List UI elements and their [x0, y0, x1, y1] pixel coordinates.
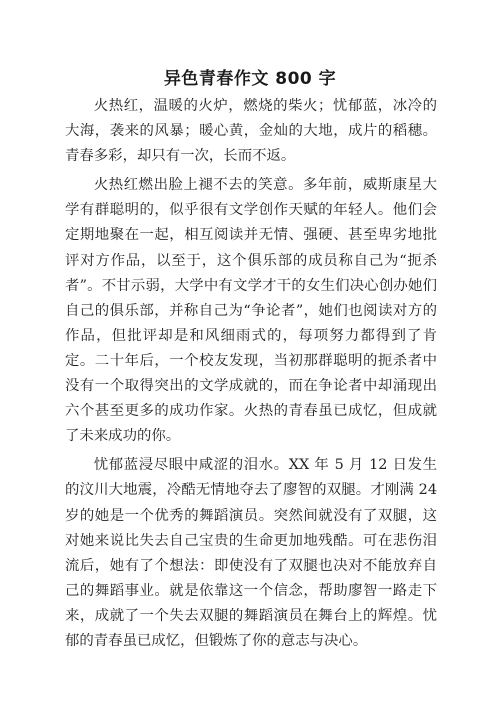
- paragraph-1: 火热红，温暖的火炉，燃烧的柴火；忧郁蓝，冰冷的大海，袭来的风暴；暖心黄，金灿的大地，成片的稻穗。青春多彩，却只有一次，长而不返。: [65, 98, 437, 165]
- document-body: [65, 94, 437, 658]
- paragraph-2: 火热红燃出脸上褪不去的笑意。多年前，威斯康星大学有群聪明的，似乎很有文学创作天赋的年轻人。他们会定期地聚在一起，相互阅读并无情、强硬、甚至卑劣地批评对方作品，以至于，这个俱乐部的成员称自己为“扼杀者”。不甘示弱，大学中有文学才干的女生们决心创办她们自己的俱乐部，并称自己为“争论者”，她们也阅读对方的作品，但批评却是和风细雨式的，每项努力都得到了肯定。二十年后，一个校友发现，当初那群聪明的扼杀者中没有一个取得突出的文学成就的，而在争论者中却涌现出六个甚至更多的成功作家。火热的青春虽已成忆，但成就了未来成功的你。: [65, 177, 437, 445]
- paragraph-3: 忧郁蓝浸尽眼中咸涩的泪水。XX 年 5 月 12 日发生的汶川大地震，冷酷无情地夺去了廖智的双腿。才刚满 24 岁的她是一个优秀的舞蹈演员。突然间就没有了双腿，这对她来说比失去自己宝贵的生命更加地残酷。可在悲伤泪流后，她有了个想法：即使没有了双腿也决对不能放弃自己的舞蹈事业。就是依靠这一个信念，帮助廖智一路走下来，成就了一个失去双腿的舞蹈演员在舞台上的辉煌。忧郁的青春虽已成忆，但锻炼了你的意志与决心。: [65, 457, 437, 649]
- document-title: 异色青春作文 800 字: [163, 69, 337, 89]
